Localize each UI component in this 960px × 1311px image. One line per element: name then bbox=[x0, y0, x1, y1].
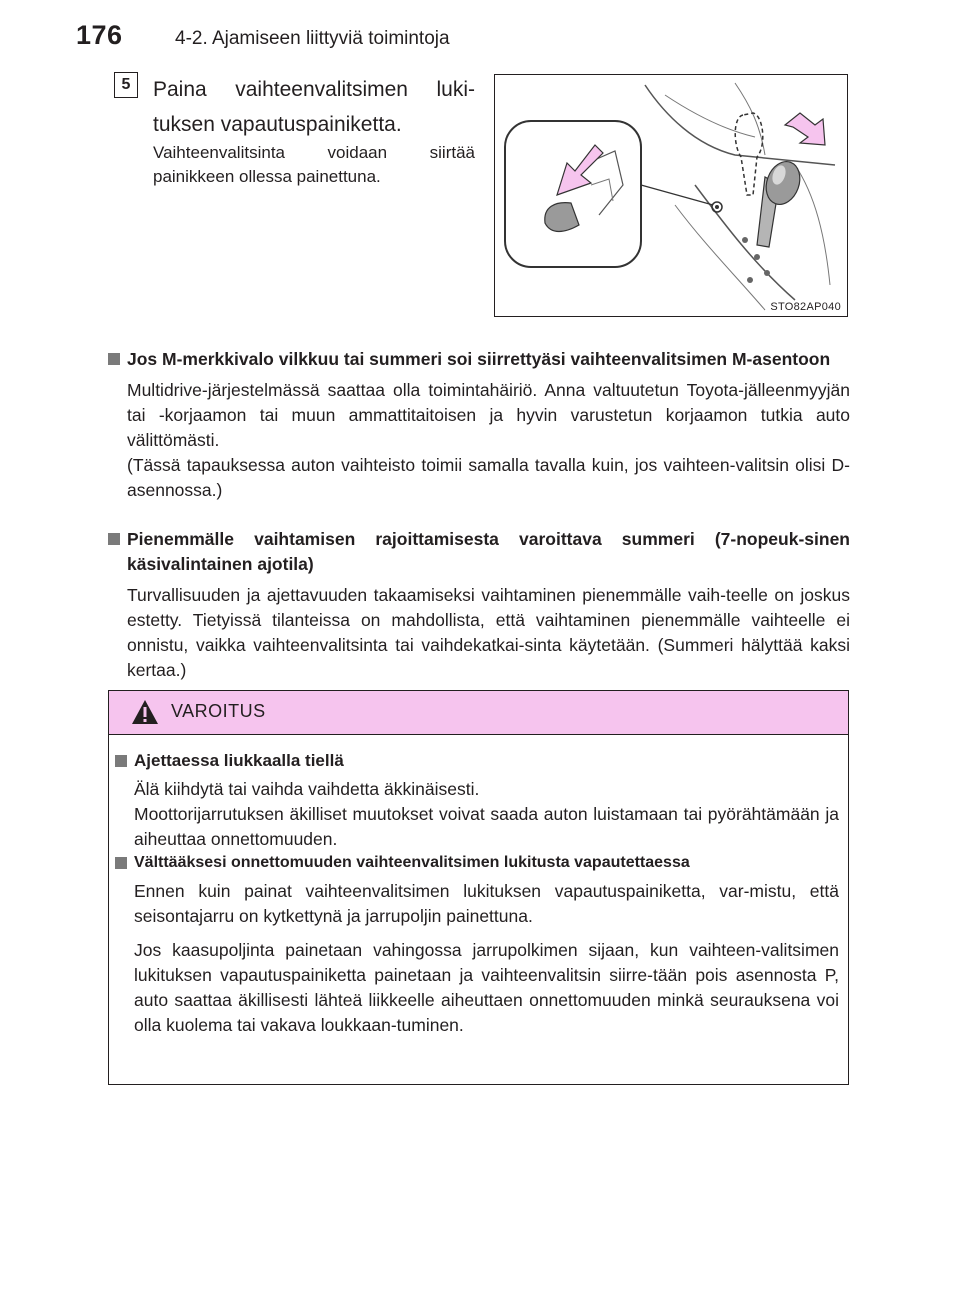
section-downshift-buzzer bbox=[108, 527, 850, 683]
warning-item-shift-lock bbox=[115, 851, 839, 1047]
shift-lever-illustration bbox=[494, 74, 848, 317]
bullet-square-icon bbox=[115, 755, 127, 767]
section-heading-text: Pienemmälle vaihtamisen rajoittamisesta varoittava summeri (7-nopeuk-sinen käsivalintainen ajotila) bbox=[127, 529, 850, 574]
paragraph: Jos kaasupoljinta painetaan vahingossa jarrupolkimen sijaan, kun vaihteen-valitsimen lukituksen vapautuspainiketta painetaan ja vaihteenvalitsin siirre-tään pois asennosta P, auto saattaa äkillisesti lähteä liikkeelle aiheuttaen onnettomuuden minkä seurauksena voi olla kuolema tai vakava loukkaan-tuminen. bbox=[134, 940, 839, 1035]
shift-lock-release-diagram bbox=[495, 75, 846, 315]
section-heading bbox=[108, 347, 850, 372]
section-body bbox=[127, 378, 850, 503]
warning-triangle-icon bbox=[131, 699, 159, 725]
step-title: Paina vaihteenvalitsimen luki-tuksen vapautuspainiketta. bbox=[153, 78, 475, 136]
warning-item-body bbox=[134, 879, 839, 1038]
figure-code: STO82AP040 bbox=[770, 301, 841, 313]
paragraph: Ennen kuin painat vaihteenvalitsimen lukituksen vapautuspainiketta, var-mistu, että seisontajarru on kytkettynä ja jarrupoljin painettuna. bbox=[134, 881, 839, 926]
section-title: 4-2. Ajamiseen liittyviä toimintoja bbox=[175, 28, 450, 49]
paragraph: (Tässä tapauksessa auton vaihteisto toimii samalla tavalla kuin, jos vaihteen-valitsin olisi D-asennossa.) bbox=[127, 455, 850, 500]
section-m-indicator bbox=[108, 347, 850, 503]
warning-header bbox=[109, 691, 848, 735]
section-body bbox=[127, 583, 850, 683]
paragraph: Turvallisuuden ja ajettavuuden takaamiseksi vaihtaminen pienemmälle vaih-teelle on joskus estetty. Tietyissä tilanteissa on mahdollista, että vaihtaminen pienemmälle vaihteelle ei onnistu, vaikka vaihteenvalitsinta tai vaihdekatkai-sinta käytetään. (Summeri hälyttää kaksi kertaa.) bbox=[127, 585, 850, 680]
section-heading-text: Jos M-merkkivalo vilkkuu tai summeri soi siirrettyäsi vaihteenvalitsimen M-asentoon bbox=[127, 349, 831, 369]
bullet-square-icon bbox=[108, 353, 120, 365]
page-number: 176 bbox=[76, 20, 123, 50]
warning-item-heading-text: Ajettaessa liukkaalla tiellä bbox=[134, 751, 344, 770]
warning-item-body bbox=[134, 777, 839, 852]
warning-item-heading bbox=[115, 851, 839, 875]
warning-box bbox=[108, 690, 849, 1085]
section-heading bbox=[108, 527, 850, 577]
bullet-square-icon bbox=[115, 857, 127, 869]
paragraph: Älä kiihdytä tai vaihda vaihdetta äkkinäisesti. Moottorijarrutuksen äkilliset muutokset voivat saada auton luistamaan tai pyörähtämään ja aiheuttaa onnettomuuden. bbox=[134, 779, 839, 849]
warning-item-slippery-road bbox=[115, 749, 839, 861]
step-description: Vaihteenvalitsinta voidaan siirtää painikkeen ollessa painettuna. bbox=[153, 143, 475, 186]
step-number: 5 bbox=[114, 72, 138, 98]
bullet-square-icon bbox=[108, 533, 120, 545]
paragraph: Multidrive-järjestelmässä saattaa olla toimintahäiriö. Anna valtuutetun Toyota-jälleenmyyjän tai -korjaamon tai muun ammattitaitoisen ja hyvin varustetun korjaamon tutkia auto välittömästi. bbox=[127, 380, 850, 450]
warning-item-heading-text: Välttääksesi onnettomuuden vaihteenvalitsimen lukitusta vapautettaessa bbox=[134, 854, 690, 871]
warning-item-heading bbox=[115, 749, 839, 773]
warning-title: VAROITUS bbox=[171, 701, 266, 721]
